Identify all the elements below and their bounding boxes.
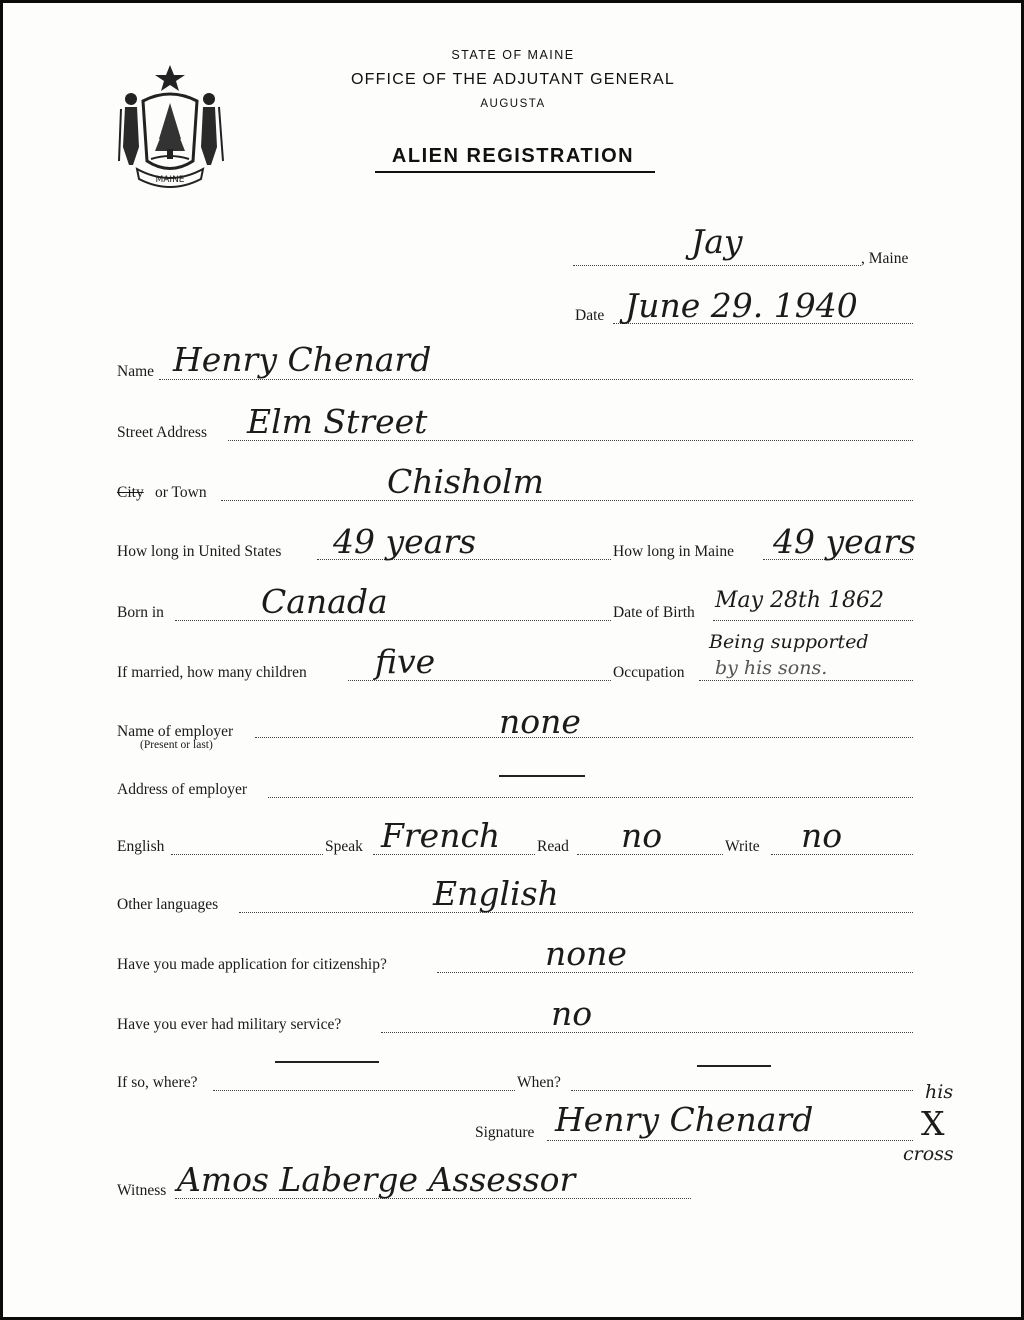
form-page (3, 3, 1021, 1317)
svg-text:MAINE: MAINE (155, 175, 185, 185)
date-entry: June 29. 1940 (625, 286, 858, 325)
if-so-where-dash (275, 1061, 379, 1063)
name-entry: Henry Chenard (173, 340, 432, 379)
name-field-line (159, 379, 913, 380)
signature-label: Signature (475, 1124, 535, 1141)
occupation-field-line (699, 680, 913, 681)
maine-label: , Maine (861, 250, 909, 267)
date-of-birth-entry: May 28th 1862 (715, 588, 885, 613)
children-label: If married, how many children (117, 664, 307, 681)
when-field-line (571, 1090, 913, 1091)
street-address-entry: Elm Street (247, 402, 428, 441)
employer-name-entry: none (499, 702, 581, 741)
other-languages-label: Other languages (117, 896, 219, 913)
city-label-struck: City (117, 484, 144, 501)
employer-sub-label: (Present or last) (140, 739, 213, 751)
read-label: Read (537, 838, 569, 855)
occupation-label: Occupation (613, 664, 685, 681)
title-underline (375, 171, 655, 173)
years-us-entry: 49 years (333, 522, 477, 561)
write-label: Write (725, 838, 760, 855)
children-entry: five (375, 642, 436, 681)
name-label: Name (117, 363, 155, 380)
or-town-label: or Town (155, 484, 207, 501)
other-languages-field-line (239, 912, 913, 913)
witness-label: Witness (117, 1182, 167, 1199)
employer-address-field-line (268, 797, 913, 798)
mark-his: his (925, 1081, 954, 1103)
witness-entry: Amos Laberge Assessor (177, 1160, 576, 1199)
years-maine-entry: 49 years (773, 522, 917, 561)
employer-name-label: Name of employer (117, 723, 234, 740)
occupation-entry-line2: by his sons. (715, 657, 828, 679)
signature-field-line (547, 1140, 913, 1141)
mark-x: X (921, 1104, 945, 1143)
military-field-line (381, 1032, 913, 1033)
town-entry: Jay (691, 222, 743, 261)
date-of-birth-label: Date of Birth (613, 604, 695, 621)
english-field-line (171, 854, 323, 855)
write-entry: no (801, 816, 843, 855)
when-dash (697, 1065, 771, 1067)
military-label: Have you ever had military service? (117, 1016, 342, 1033)
if-so-where-label: If so, where? (117, 1074, 198, 1091)
born-in-field-line (175, 620, 611, 621)
office-heading: OFFICE OF THE ADJUTANT GENERAL (350, 71, 676, 88)
born-in-label: Born in (117, 604, 164, 621)
employer-address-label: Address of employer (117, 781, 247, 798)
mark-cross: cross (903, 1143, 954, 1165)
date-of-birth-field-line (713, 620, 913, 621)
english-label: English (117, 838, 165, 855)
citizenship-field-line (437, 972, 913, 973)
military-entry: no (551, 994, 593, 1033)
write-field-line (771, 854, 913, 855)
citizenship-entry: none (545, 934, 627, 973)
signature-entry: Henry Chenard (555, 1100, 814, 1139)
city-heading: AUGUSTA (480, 98, 546, 110)
how-long-us-label: How long in United States (117, 543, 282, 560)
when-label: When? (517, 1074, 561, 1091)
citizenship-label: Have you made application for citizenship? (117, 956, 387, 973)
form-title: ALIEN REGISTRATION (391, 145, 635, 167)
occupation-entry-line1: Being supported (709, 631, 869, 653)
employer-name-field-line (255, 737, 913, 738)
state-seal-icon (115, 61, 225, 191)
other-languages-entry: English (433, 874, 559, 913)
employer-address-dash (499, 775, 585, 777)
date-label: Date (575, 307, 605, 324)
speak-label: Speak (325, 838, 363, 855)
city-or-town-entry: Chisholm (387, 462, 544, 501)
if-so-where-field-line (213, 1090, 515, 1091)
state-heading: STATE OF MAINE (451, 48, 575, 62)
how-long-maine-label: How long in Maine (613, 543, 734, 560)
read-entry: no (621, 816, 663, 855)
speak-entry: French (381, 816, 501, 855)
town-field-line (573, 265, 861, 266)
born-in-entry: Canada (261, 582, 388, 621)
town-name-field-line (221, 500, 913, 501)
street-address-label: Street Address (117, 424, 207, 441)
